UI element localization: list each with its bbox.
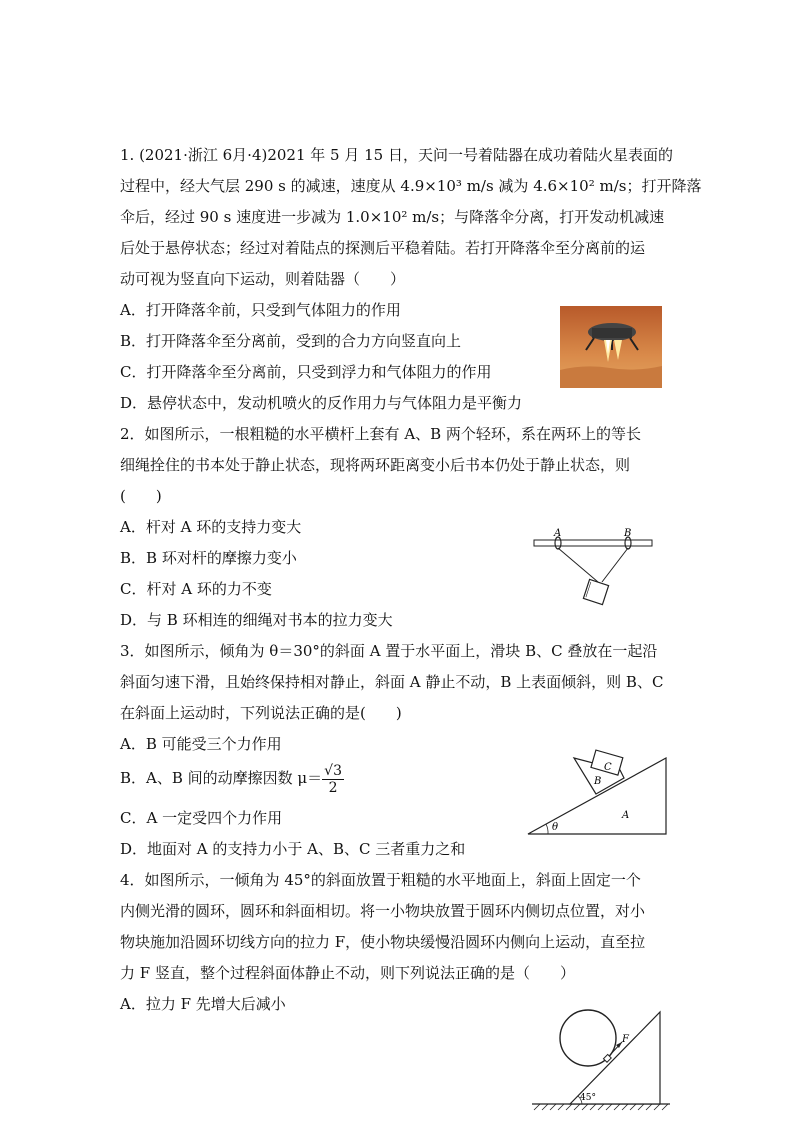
- q3-incline-figure: [524, 746, 672, 840]
- q4-line-2: 内侧光滑的圆环，圆环和斜面相切。将一小物块放置于圆环内侧切点位置，对小: [120, 902, 646, 920]
- q4-line-1: 4．如图所示，一倾角为 45°的斜面放置于粗糙的水平地面上，斜面上固定一个: [120, 871, 641, 889]
- q3-option-b-text: B．A、B 间的动摩擦因数 μ＝: [120, 769, 323, 787]
- q1-option-a: A．打开降落伞前，只受到气体阻力的作用: [120, 301, 401, 319]
- q3-option-d: D．地面对 A 的支持力小于 A、B、C 三者重力之和: [120, 840, 466, 858]
- q1-line-2: 过程中，经大气层 290 s 的减速，速度从 4.9×10³ m/s 减为 4.6×10² m/s；打开降落: [120, 177, 702, 195]
- q1-option-b: B．打开降落伞至分离前，受到的合力方向竖直向上: [120, 332, 462, 350]
- ring-b-label: B: [624, 528, 632, 539]
- q1-option-c: C．打开降落伞至分离前，只受到浮力和气体阻力的作用: [120, 363, 492, 381]
- q4-line-3: 物块施加沿圆环切线方向的拉力 F，使小物块缓慢沿圆环内侧向上运动，直至拉: [120, 933, 646, 951]
- q2-option-c: C．杆对 A 环的力不变: [120, 580, 272, 598]
- q4-line-4: 力 F 竖直，整个过程斜面体静止不动，则下列说法正确的是（ ）: [120, 964, 575, 982]
- q1-line-4: 后处于悬停状态；经过对着陆点的探测后平稳着陆。若打开降落伞至分离前的运: [120, 239, 646, 257]
- force-f-label: F: [622, 1034, 629, 1045]
- q2-line-1: 2．如图所示，一根粗糙的水平横杆上套有 A、B 两个轻环，系在两环上的等长: [120, 425, 641, 443]
- q1-line-1: 1. (2021·浙江 6月·4)2021 年 5 月 15 日，天问一号着陆器在成功着陆火星表面的: [120, 146, 673, 164]
- q2-option-a: A．杆对 A 环的支持力变大: [120, 518, 302, 536]
- book-icon: [583, 579, 608, 604]
- q3-line-3: 在斜面上运动时，下列说法正确的是( ): [120, 704, 402, 722]
- q3-option-c: C．A 一定受四个力作用: [120, 809, 283, 827]
- mars-lander-photo: [560, 306, 662, 388]
- incline-a-label: A: [622, 810, 630, 821]
- q2-option-d: D．与 B 环相连的细绳对书本的拉力变大: [120, 611, 393, 629]
- q2-rod-rings-figure: [532, 524, 656, 608]
- q1-line-3: 伞后，经过 90 s 速度进一步减为 1.0×10² m/s；与降落伞分离，打开发动机减速: [120, 208, 665, 226]
- block-c-label: C: [604, 762, 612, 773]
- mu-numerator: √3: [324, 762, 342, 779]
- q2-option-b: B．B 环对杆的摩擦力变小: [120, 549, 297, 567]
- q2-line-2: 细绳拴住的书本处于静止状态，现将两环距离变小后书本仍处于静止状态，则: [120, 456, 631, 474]
- angle-45-label: 45°: [580, 1093, 596, 1103]
- q1-option-d: D．悬停状态中，发动机喷火的反作用力与气体阻力是平衡力: [120, 394, 523, 412]
- theta-label: θ: [552, 822, 559, 833]
- q3-option-a: A．B 可能受三个力作用: [120, 735, 282, 753]
- q3-line-1: 3．如图所示，倾角为 θ＝30°的斜面 A 置于水平面上，滑块 B、C 叠放在一起沿: [120, 642, 658, 660]
- mu-denominator: 2: [328, 779, 338, 796]
- mu-fraction: [322, 763, 344, 796]
- ring-a-label: A: [554, 528, 562, 539]
- block-b-label: B: [594, 776, 602, 787]
- q2-line-3: ( ): [120, 487, 162, 505]
- q1-line-5: 动可视为竖直向下运动，则着陆器（ ）: [120, 270, 406, 288]
- q3-line-2: 斜面匀速下滑，且始终保持相对静止，斜面 A 静止不动，B 上表面倾斜，则 B、C: [120, 673, 664, 691]
- q3-option-b: [120, 760, 344, 796]
- q4-incline-ring-figure: [530, 1008, 672, 1114]
- q4-option-a: A．拉力 F 先增大后减小: [120, 995, 286, 1013]
